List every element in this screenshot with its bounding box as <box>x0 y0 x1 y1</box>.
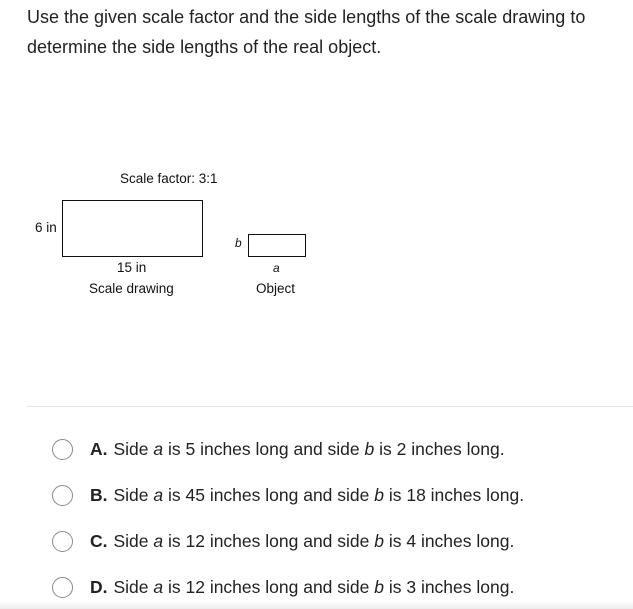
object-rectangle <box>248 234 306 257</box>
scale-drawing-rectangle <box>62 200 203 257</box>
radio-button-b[interactable] <box>52 485 73 506</box>
radio-button-c[interactable] <box>52 531 73 552</box>
drawing-caption: Scale drawing <box>89 281 174 296</box>
radio-button-d[interactable] <box>52 577 73 598</box>
object-caption: Object <box>256 281 296 296</box>
scale-factor-label: Scale factor: 3:1 <box>120 171 218 186</box>
radio-button-a[interactable] <box>52 439 73 460</box>
choice-d[interactable] <box>52 572 514 602</box>
object-height-label: b <box>235 236 242 250</box>
choice-a[interactable] <box>52 434 505 464</box>
drawing-height-label: 6 in <box>35 220 57 235</box>
choice-b[interactable] <box>52 480 524 510</box>
choice-d-text: D. Side a is 12 inches long and side b is 3 inches long. <box>90 576 515 597</box>
divider <box>27 406 633 407</box>
question-text: Use the given scale factor and the side lengths of the scale drawing to determine the side lengths of the real object. <box>27 7 586 57</box>
choice-c-text: C. Side a is 12 inches long and side b is 4 inches long. <box>90 530 515 551</box>
choice-c[interactable] <box>52 526 514 556</box>
bottom-edge <box>0 601 633 609</box>
drawing-width-label: 15 in <box>117 260 147 275</box>
choice-b-text: B. Side a is 45 inches long and side b is 18 inches long. <box>90 484 525 505</box>
choice-a-text: A. Side a is 5 inches long and side b is 2 inches long. <box>90 438 505 459</box>
object-width-label: a <box>273 261 280 275</box>
